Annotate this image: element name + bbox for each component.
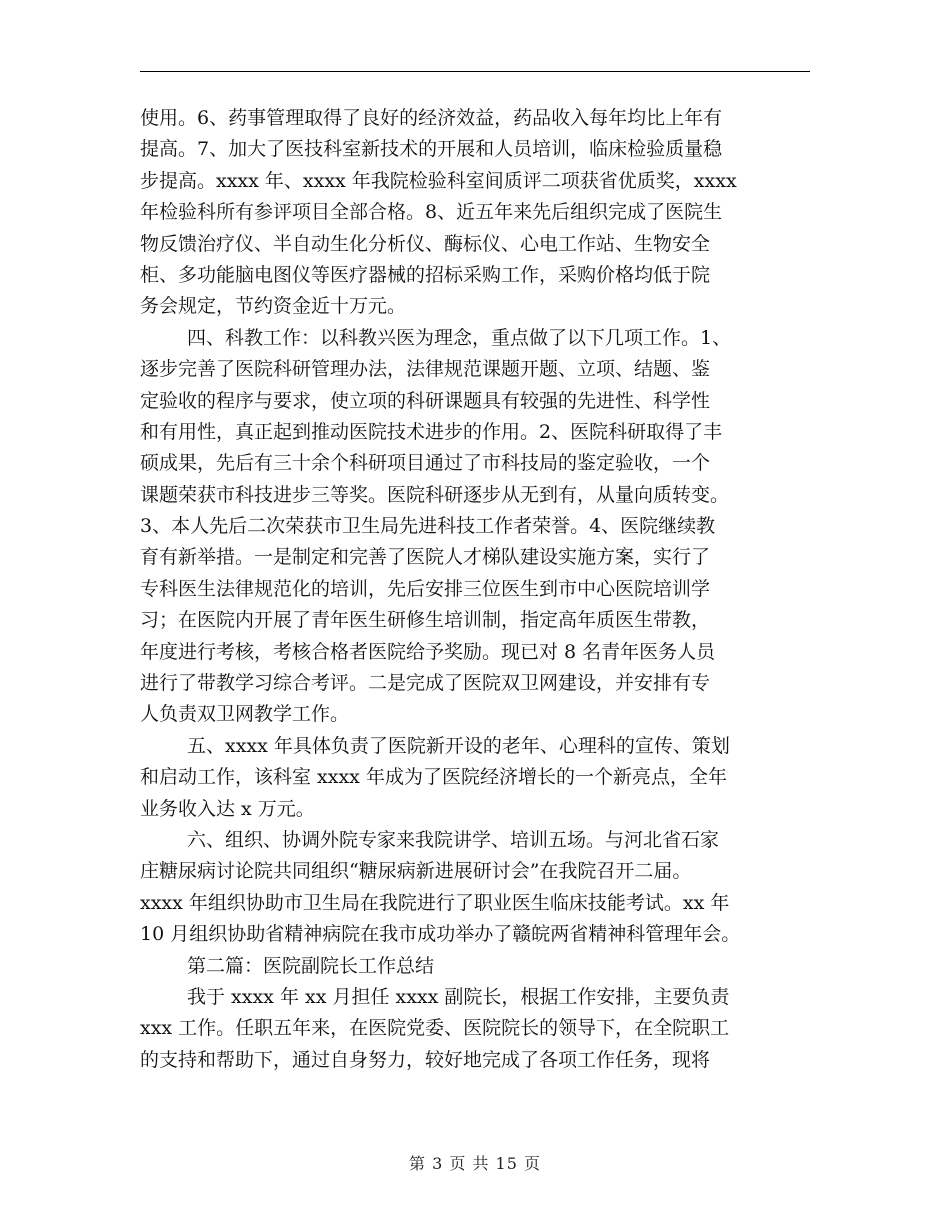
- text-line: 年检验科所有参评项目全部合格。8、近五年来先后组织完成了医院生: [140, 201, 723, 224]
- text-line: 和启动工作，该科室 xxxx 年成为了医院经济增长的一个新亮点，全年: [140, 766, 727, 789]
- text-line: 10 月组织协助省精神病院在我市成功举办了赣皖两省精神科管理年会。: [140, 923, 741, 946]
- paragraph-start-line: 五、xxxx 年具体负责了医院新开设的老年、心理科的宣传、策划: [187, 734, 730, 757]
- text-line: 使用。6、药事管理取得了良好的经济效益，药品收入每年均比上年有: [140, 107, 723, 129]
- text-line: 逐步完善了医院科研管理办法，法律规范课题开题、立项、结题、鉴: [140, 358, 711, 381]
- text-line: 进行了带教学习综合考评。二是完成了医院双卫网建设，并安排有专: [140, 672, 711, 695]
- text-line: 庄糖尿病讨论院共同组织“糖尿病新进展研讨会”在我院召开二届。: [140, 860, 692, 883]
- body-text: [140, 103, 816, 1076]
- page-footer: 第 3 页 共 15 页: [409, 1154, 541, 1173]
- header-rule: [140, 71, 810, 72]
- text-line: 习；在医院内开展了青年医生研修生培训制，指定高年质医生带教，: [140, 609, 711, 632]
- section-heading: 第二篇：医院副院长工作总结: [187, 954, 435, 977]
- text-line: 人负责双卫网教学工作。: [140, 703, 350, 726]
- paragraph-start-line: 六、组织、协调外院专家来我院讲学、培训五场。与河北省石家: [187, 828, 720, 851]
- text-line: 柜、多功能脑电图仪等医疗器械的招标采购工作，采购价格均低于院: [140, 263, 711, 286]
- text-line: 物反馈治疗仪、半自动生化分析仪、酶标仪、心电工作站、生物安全: [140, 232, 711, 255]
- text-line: 业务收入达 x 万元。: [140, 797, 315, 820]
- text-line: 3、本人先后二次荣获市卫生局先进科技工作者荣誉。4、医院继续教: [140, 515, 716, 538]
- text-line: 年度进行考核，考核合格者医院给予奖励。现已对 8 名青年医务人员: [140, 640, 716, 663]
- paragraph-start-line: 我于 xxxx 年 xx 月担任 xxxx 副院长，根据工作安排，主要负责: [187, 985, 730, 1008]
- text-line: 专科医生法律规范化的培训，先后安排三位医生到市中心医院培训学: [140, 577, 711, 600]
- paragraph-start-line: 四、科教工作：以科教兴医为理念，重点做了以下几项工作。1、: [187, 326, 732, 349]
- text-line: 定验收的程序与要求，使立项的科研课题具有较强的先进性、科学性: [140, 389, 711, 412]
- text-line: 育有新举措。一是制定和完善了医院人才梯队建设实施方案，实行了: [140, 546, 711, 569]
- text-line: 和有用性，真正起到推动医院技术进步的作用。2、医院科研取得了丰: [140, 420, 723, 443]
- text-line: xxxx 年组织协助市卫生局在我院进行了职业医生临床技能考试。xx 年: [140, 891, 730, 914]
- text-line: 务会规定，节约资金近十万元。: [140, 295, 407, 318]
- text-line: 提高。7、加大了医技科室新技术的开展和人员培训，临床检验质量稳: [140, 138, 723, 161]
- text-line: 步提高。xxxx 年、xxxx 年我院检验科室间质评二项获省优质奖，xxxx: [140, 169, 737, 192]
- text-line: 硕成果，先后有三十余个科研项目通过了市科技局的鉴定验收，一个: [140, 452, 711, 475]
- text-line: 的支持和帮助下，通过自身努力，较好地完成了各项工作任务，现将: [140, 1048, 711, 1071]
- text-line: 课题荣获市科技进步三等奖。医院科研逐步从无到有，从量向质转变。: [140, 483, 730, 506]
- text-line: xxx 工作。任职五年来，在医院党委、医院院长的领导下，在全院职工: [140, 1017, 730, 1040]
